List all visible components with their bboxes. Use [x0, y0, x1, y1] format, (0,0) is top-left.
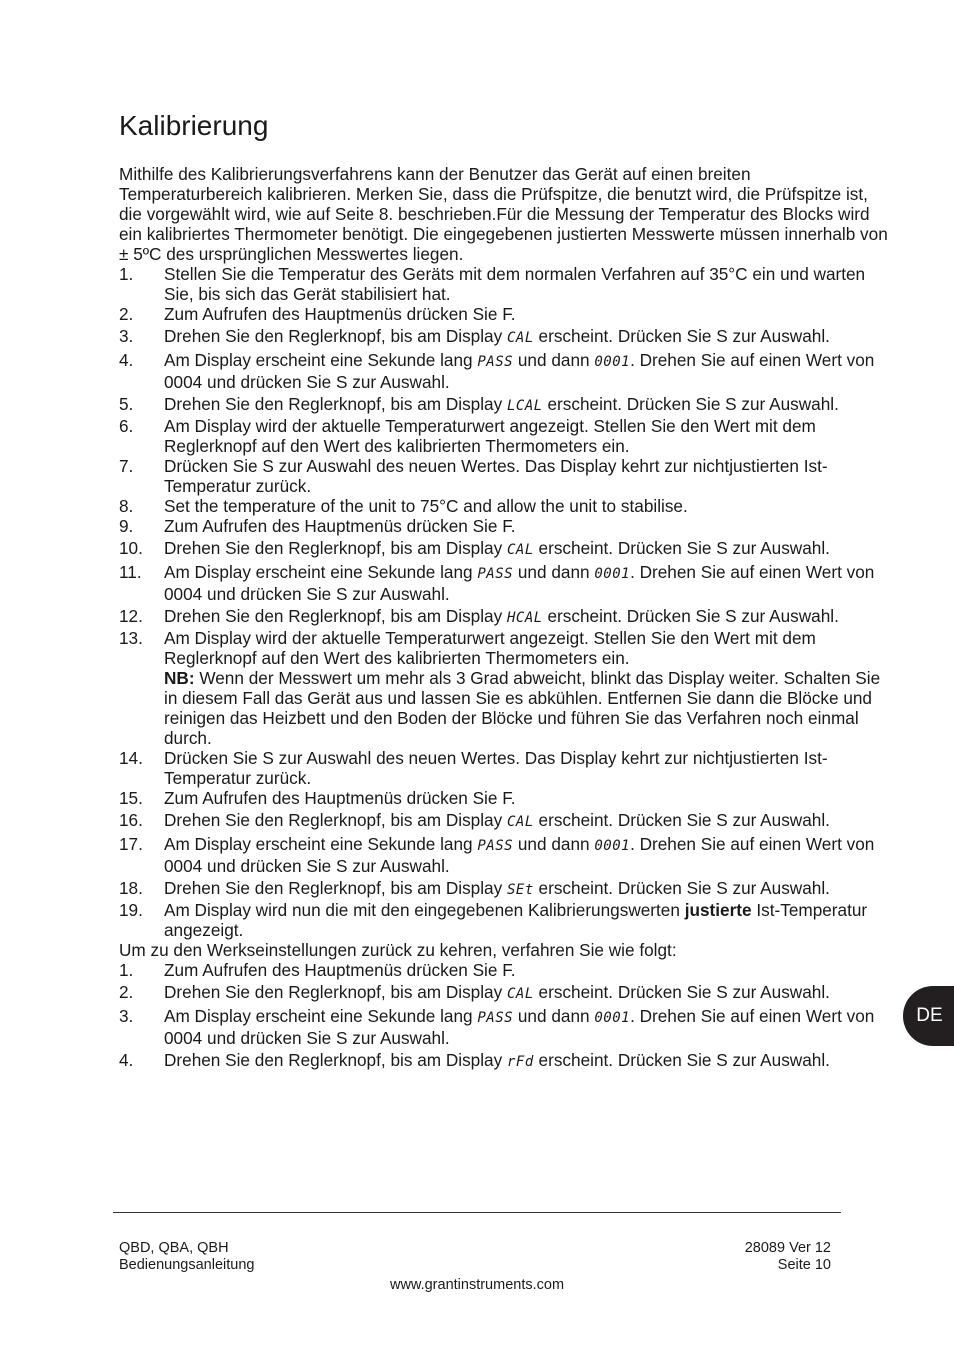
step-text [164, 516, 516, 536]
step-text-content: Zum Aufrufen des Hauptmenüs drücken Sie F. [164, 788, 516, 808]
step-text-content: Zum Aufrufen des Hauptmenüs drücken Sie F. [164, 304, 516, 324]
display-code: 0001 [594, 838, 631, 854]
step-text-content: Am Display wird der aktuelle Temperaturwert angezeigt. Stellen Sie den Wert mit dem Reglerknopf auf den Wert des kalibrierten Thermometers ein. [164, 416, 816, 456]
step-number: 14. [119, 748, 143, 768]
display-code: 0001 [594, 566, 631, 582]
step-text [164, 900, 867, 940]
step-text-part: erscheint. Drücken Sie S zur Auswahl. [542, 606, 839, 626]
step-number: 15. [119, 788, 143, 808]
step-number: 16. [119, 810, 143, 830]
step-number: 7. [119, 456, 134, 476]
list-item [119, 416, 894, 456]
display-code: CAL [506, 542, 534, 558]
step-text-part: Drehen Sie den Reglerknopf, bis am Display [164, 394, 507, 414]
step-text-part: Am Display erscheint eine Sekunde lang [164, 834, 478, 854]
step-number: 8. [119, 496, 134, 516]
step-text-content: Drücken Sie S zur Auswahl des neuen Wertes. Das Display kehrt zur nichtjustierten Ist-Temperatur zurück. [164, 748, 828, 788]
step-text-content: Zum Aufrufen des Hauptmenüs drücken Sie F. [164, 960, 516, 980]
step-number: 10. [119, 538, 143, 558]
display-code: HCAL [506, 610, 543, 626]
emphasis: justierte [684, 900, 752, 920]
step-number: 3. [119, 326, 134, 346]
list-item [119, 834, 894, 876]
list-item [119, 788, 894, 808]
list-item [119, 456, 894, 496]
footer-website: www.grantinstruments.com [389, 1277, 565, 1293]
display-code: 0001 [594, 354, 631, 370]
calibration-steps-list [119, 264, 894, 940]
list-item [119, 900, 894, 940]
step-number: 13. [119, 628, 143, 648]
reset-intro: Um zu den Werkseinstellungen zurück zu kehren, verfahren Sie wie folgt: [119, 940, 677, 960]
step-text-content: Zum Aufrufen des Hauptmenüs drücken Sie F. [164, 516, 516, 536]
step-number: 17. [119, 834, 143, 854]
step-text-content: Set the temperature of the unit to 75°C and allow the unit to stabilise. [164, 496, 688, 516]
step-text [164, 878, 830, 898]
step-number: 18. [119, 878, 143, 898]
intro-paragraph: Mithilfe des Kalibrierungsverfahrens kann der Benutzer das Gerät auf einen breiten Temperaturbereich kalibrieren. Merken Sie, dass die Prüfspitze, die benutzt wird, die Prüfspitze ist, die vorgewählt wird, wie auf Seite 8. beschrieben.Für die Messung der Temperatur des Blocks wird ein kalibriertes Thermometer benötigt. Die eingegebenen justierten Messwerte müssen innerhalb von ± 5ºC des ursprünglichen Messwertes liegen. [119, 164, 888, 264]
display-code: PASS [477, 354, 514, 370]
step-text [164, 606, 839, 626]
step-number: 9. [119, 516, 134, 536]
step-text-part: Am Display erscheint eine Sekunde lang [164, 350, 478, 370]
step-number: 4. [119, 350, 134, 370]
language-tab: DE [903, 986, 954, 1046]
step-text-part: erscheint. Drücken Sie S zur Auswahl. [533, 810, 830, 830]
step-text-part: erscheint. Drücken Sie S zur Auswahl. [533, 982, 830, 1002]
display-code: CAL [506, 330, 534, 346]
reset-steps-list [119, 960, 894, 1072]
step-text [164, 326, 830, 346]
footer-models: QBD, QBA, QBH [119, 1240, 229, 1256]
step-text [164, 394, 839, 414]
step-text-part: erscheint. Drücken Sie S zur Auswahl. [542, 394, 839, 414]
step-text [164, 982, 830, 1002]
step-number: 12. [119, 606, 143, 626]
note-text: Wenn der Messwert um mehr als 3 Grad abweicht, blinkt das Display weiter. Schalten Sie in diesem Fall das Gerät aus und lassen Sie es abkühlen. Entfernen Sie dann die Blöcke und reinigen das Heizbett und den Boden der Blöcke und führen Sie das Verfahren noch einmal durch. [164, 668, 881, 748]
step-text-part: Drehen Sie den Reglerknopf, bis am Display [164, 810, 507, 830]
display-code: 0001 [594, 1010, 631, 1026]
step-text-part: Drehen Sie den Reglerknopf, bis am Display [164, 1050, 507, 1070]
step-text-content: Am Display wird der aktuelle Temperaturwert angezeigt. Stellen Sie den Wert mit dem Reglerknopf auf den Wert des kalibrierten Thermometers ein. [164, 628, 816, 668]
step-text [164, 1006, 874, 1048]
step-text-part: Am Display erscheint eine Sekunde lang [164, 1006, 478, 1026]
step-number: 1. [119, 264, 134, 284]
step-text [164, 304, 516, 324]
step-number: 1. [119, 960, 134, 980]
step-text [164, 562, 874, 604]
note-label: NB: [164, 668, 195, 688]
display-code: LCAL [506, 398, 543, 414]
display-code: PASS [477, 1010, 514, 1026]
step-text-part: und dann [513, 350, 595, 370]
footer-divider [113, 1212, 841, 1213]
list-item [119, 264, 894, 304]
step-text-part: Drehen Sie den Reglerknopf, bis am Display [164, 982, 507, 1002]
step-text [164, 748, 828, 788]
list-item [119, 748, 894, 788]
step-text-part: und dann [513, 562, 595, 582]
step-text [164, 960, 516, 980]
step-text [164, 416, 816, 456]
list-item [119, 516, 894, 536]
list-item [119, 606, 894, 628]
display-code: SEt [506, 882, 534, 898]
list-item [119, 982, 894, 1004]
footer-doc-number: 28089 Ver 12 [744, 1240, 831, 1256]
step-number: 4. [119, 1050, 134, 1070]
step-text-part: . Drehen Sie auf einen Wert von 0004 und drücken Sie S zur Auswahl. [164, 834, 875, 876]
step-text-part: erscheint. Drücken Sie S zur Auswahl. [533, 326, 830, 346]
list-item [119, 562, 894, 604]
step-text [164, 496, 688, 516]
list-item [119, 304, 894, 324]
step-text [164, 628, 880, 748]
step-text-part: Ist-Temperatur angezeigt. [164, 900, 868, 940]
step-number: 2. [119, 304, 134, 324]
step-text-part: erscheint. Drücken Sie S zur Auswahl. [533, 878, 830, 898]
step-text [164, 264, 865, 304]
step-text-part: und dann [513, 834, 595, 854]
list-item [119, 496, 894, 516]
footer-page-number: Seite 10 [777, 1257, 831, 1273]
step-text [164, 810, 830, 830]
step-text [164, 456, 828, 496]
list-item [119, 1006, 894, 1048]
step-text-content: Drücken Sie S zur Auswahl des neuen Wertes. Das Display kehrt zur nichtjustierten Ist-Temperatur zurück. [164, 456, 828, 496]
step-text-part: Drehen Sie den Reglerknopf, bis am Display [164, 326, 507, 346]
step-text-part: erscheint. Drücken Sie S zur Auswahl. [533, 538, 830, 558]
step-number: 19. [119, 900, 143, 920]
step-text-part: Am Display wird nun die mit den eingegebenen Kalibrierungswerten [164, 900, 685, 920]
step-text-part: Drehen Sie den Reglerknopf, bis am Display [164, 538, 507, 558]
display-code: PASS [477, 838, 514, 854]
step-text-content: Stellen Sie die Temperatur des Geräts mit dem normalen Verfahren auf 35°C ein und warten Sie, bis sich das Gerät stabilisiert hat. [164, 264, 866, 304]
list-item [119, 960, 894, 980]
footer-right [745, 1240, 831, 1274]
list-item [119, 878, 894, 900]
step-number: 11. [119, 562, 142, 582]
footer-left [119, 1240, 254, 1274]
main-content [119, 164, 894, 1072]
list-item [119, 326, 894, 348]
step-text-part: und dann [513, 1006, 595, 1026]
list-item [119, 394, 894, 416]
step-text-part: . Drehen Sie auf einen Wert von 0004 und drücken Sie S zur Auswahl. [164, 562, 875, 604]
display-code: CAL [506, 814, 534, 830]
display-code: CAL [506, 986, 534, 1002]
display-code: PASS [477, 566, 514, 582]
step-number: 3. [119, 1006, 134, 1026]
display-code: rFd [506, 1054, 534, 1070]
list-item [119, 1050, 894, 1072]
footer-doc-type: Bedienungsanleitung [119, 1257, 255, 1273]
step-text-part: . Drehen Sie auf einen Wert von 0004 und drücken Sie S zur Auswahl. [164, 1006, 875, 1048]
step-text [164, 538, 830, 558]
step-text [164, 834, 874, 876]
step-text-part: Drehen Sie den Reglerknopf, bis am Display [164, 878, 507, 898]
list-item [119, 350, 894, 392]
step-text-part: Am Display erscheint eine Sekunde lang [164, 562, 478, 582]
page-title: Kalibrierung [119, 110, 269, 141]
step-text [164, 350, 874, 392]
list-item [119, 810, 894, 832]
list-item [119, 538, 894, 560]
step-number: 6. [119, 416, 134, 436]
step-text-part: erscheint. Drücken Sie S zur Auswahl. [533, 1050, 830, 1070]
list-item [119, 628, 894, 748]
step-text-part: . Drehen Sie auf einen Wert von 0004 und drücken Sie S zur Auswahl. [164, 350, 875, 392]
step-text [164, 1050, 830, 1070]
step-text-part: Drehen Sie den Reglerknopf, bis am Display [164, 606, 507, 626]
step-number: 5. [119, 394, 134, 414]
step-number: 2. [119, 982, 134, 1002]
step-text [164, 788, 516, 808]
